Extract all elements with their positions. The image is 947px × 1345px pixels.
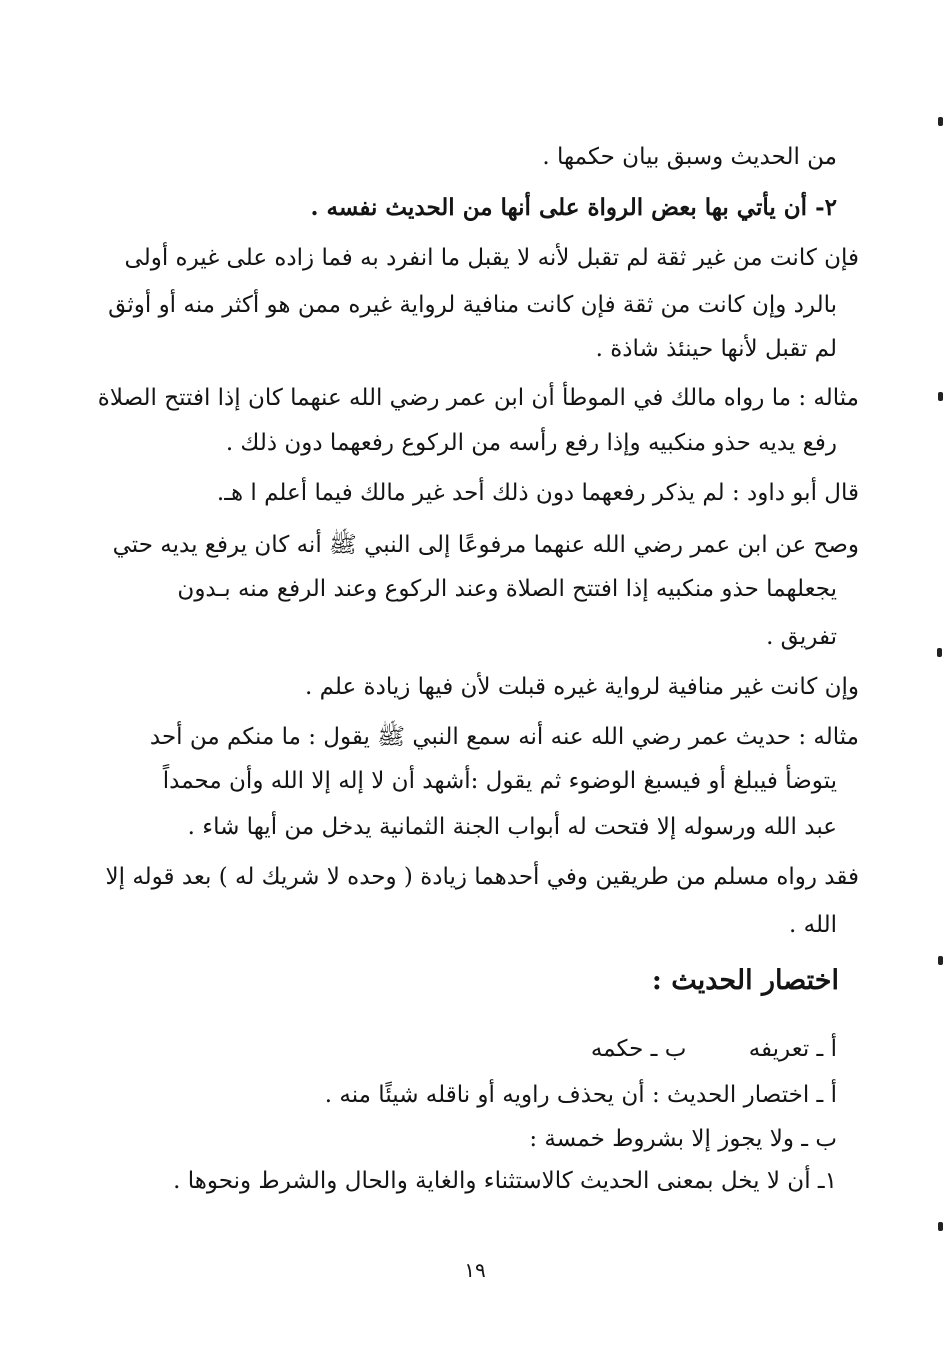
ruling-line: ب ـ ولا يجوز إلا بشروط خمسة : [529, 1126, 837, 1152]
text-line: بالرد وإن كانت من ثقة فإن كانت منافية لرواية غيره ممن هو أكثر منه أو أوثق [108, 292, 837, 318]
example-line: مثاله : حديث عمر رضي الله عنه أنه سمع النبي ﷺ يقول : ما منكم من أحد [149, 724, 859, 750]
text-line: عبد الله ورسوله إلا فتحت له أبواب الجنة الثمانية يدخل من أيها شاء . [187, 814, 837, 840]
text-line: يتوضأ فيبلغ أو فيسبغ الوضوء ثم يقول :أشهد أن لا إله إلا الله وأن محمداً [162, 768, 837, 794]
text-line: فقد رواه مسلم من طريقين وفي أحدهما زيادة ( وحده لا شريك له ) بعد قوله إلا [105, 864, 859, 890]
example-line: مثاله : ما رواه مالك في الموطأ أن ابن عمر رضي الله عنهما كان إذا افتتح الصلاة [97, 385, 859, 411]
subsection-a-label: أ ـ تعريفه [748, 1036, 837, 1062]
text-line: من الحديث وسبق بيان حكمها . [542, 144, 837, 170]
text-line: لم تقبل لأنها حينئذ شاذة . [595, 336, 837, 362]
scan-speck [938, 956, 943, 965]
definition-line: أ ـ اختصار الحديث : أن يحذف راويه أو ناقله شيئًا منه . [324, 1082, 837, 1108]
subsection-b-label: ب ـ حكمه [590, 1036, 687, 1062]
text-line: وصح عن ابن عمر رضي الله عنهما مرفوعًا إلى النبي ﷺ أنه كان يرفع يديه حتي [112, 532, 859, 558]
scan-speck [938, 117, 943, 126]
text-line: فإن كانت من غير ثقة لم تقبل لأنه لا يقبل ما انفرد به فما زاده على غيره أولى [124, 245, 859, 271]
scan-speck [937, 648, 942, 657]
text-line: تفريق . [766, 624, 837, 650]
section-heading: اختصار الحديث : [651, 965, 839, 996]
text-line: يجعلهما حذو منكبيه إذا افتتح الصلاة وعند الركوع وعند الرفع منه بـدون [177, 576, 837, 602]
numbered-condition-2: ٢- أن يأتي بها بعض الرواة على أنها من الحديث نفسه . [310, 194, 837, 221]
scan-speck [938, 1222, 943, 1231]
text-line: الله . [789, 912, 837, 938]
condition-line-1: ١ـ أن لا يخل بمعنى الحديث كالاستثناء والغاية والحال والشرط ونحوها . [173, 1168, 837, 1194]
text-line: رفع يديه حذو منكبيه وإذا رفع رأسه من الركوع رفعهما دون ذلك . [225, 430, 837, 456]
subsection-list [591, 1034, 837, 1064]
scan-speck [938, 392, 943, 401]
page-number: ١٩ [464, 1258, 486, 1282]
quote-line: قال أبو داود : لم يذكر رفعهما دون ذلك أحد غير مالك فيما أعلم ا هـ. [216, 480, 859, 506]
text-line: وإن كانت غير منافية لرواية غيره قبلت لأن فيها زيادة علم . [304, 674, 859, 700]
